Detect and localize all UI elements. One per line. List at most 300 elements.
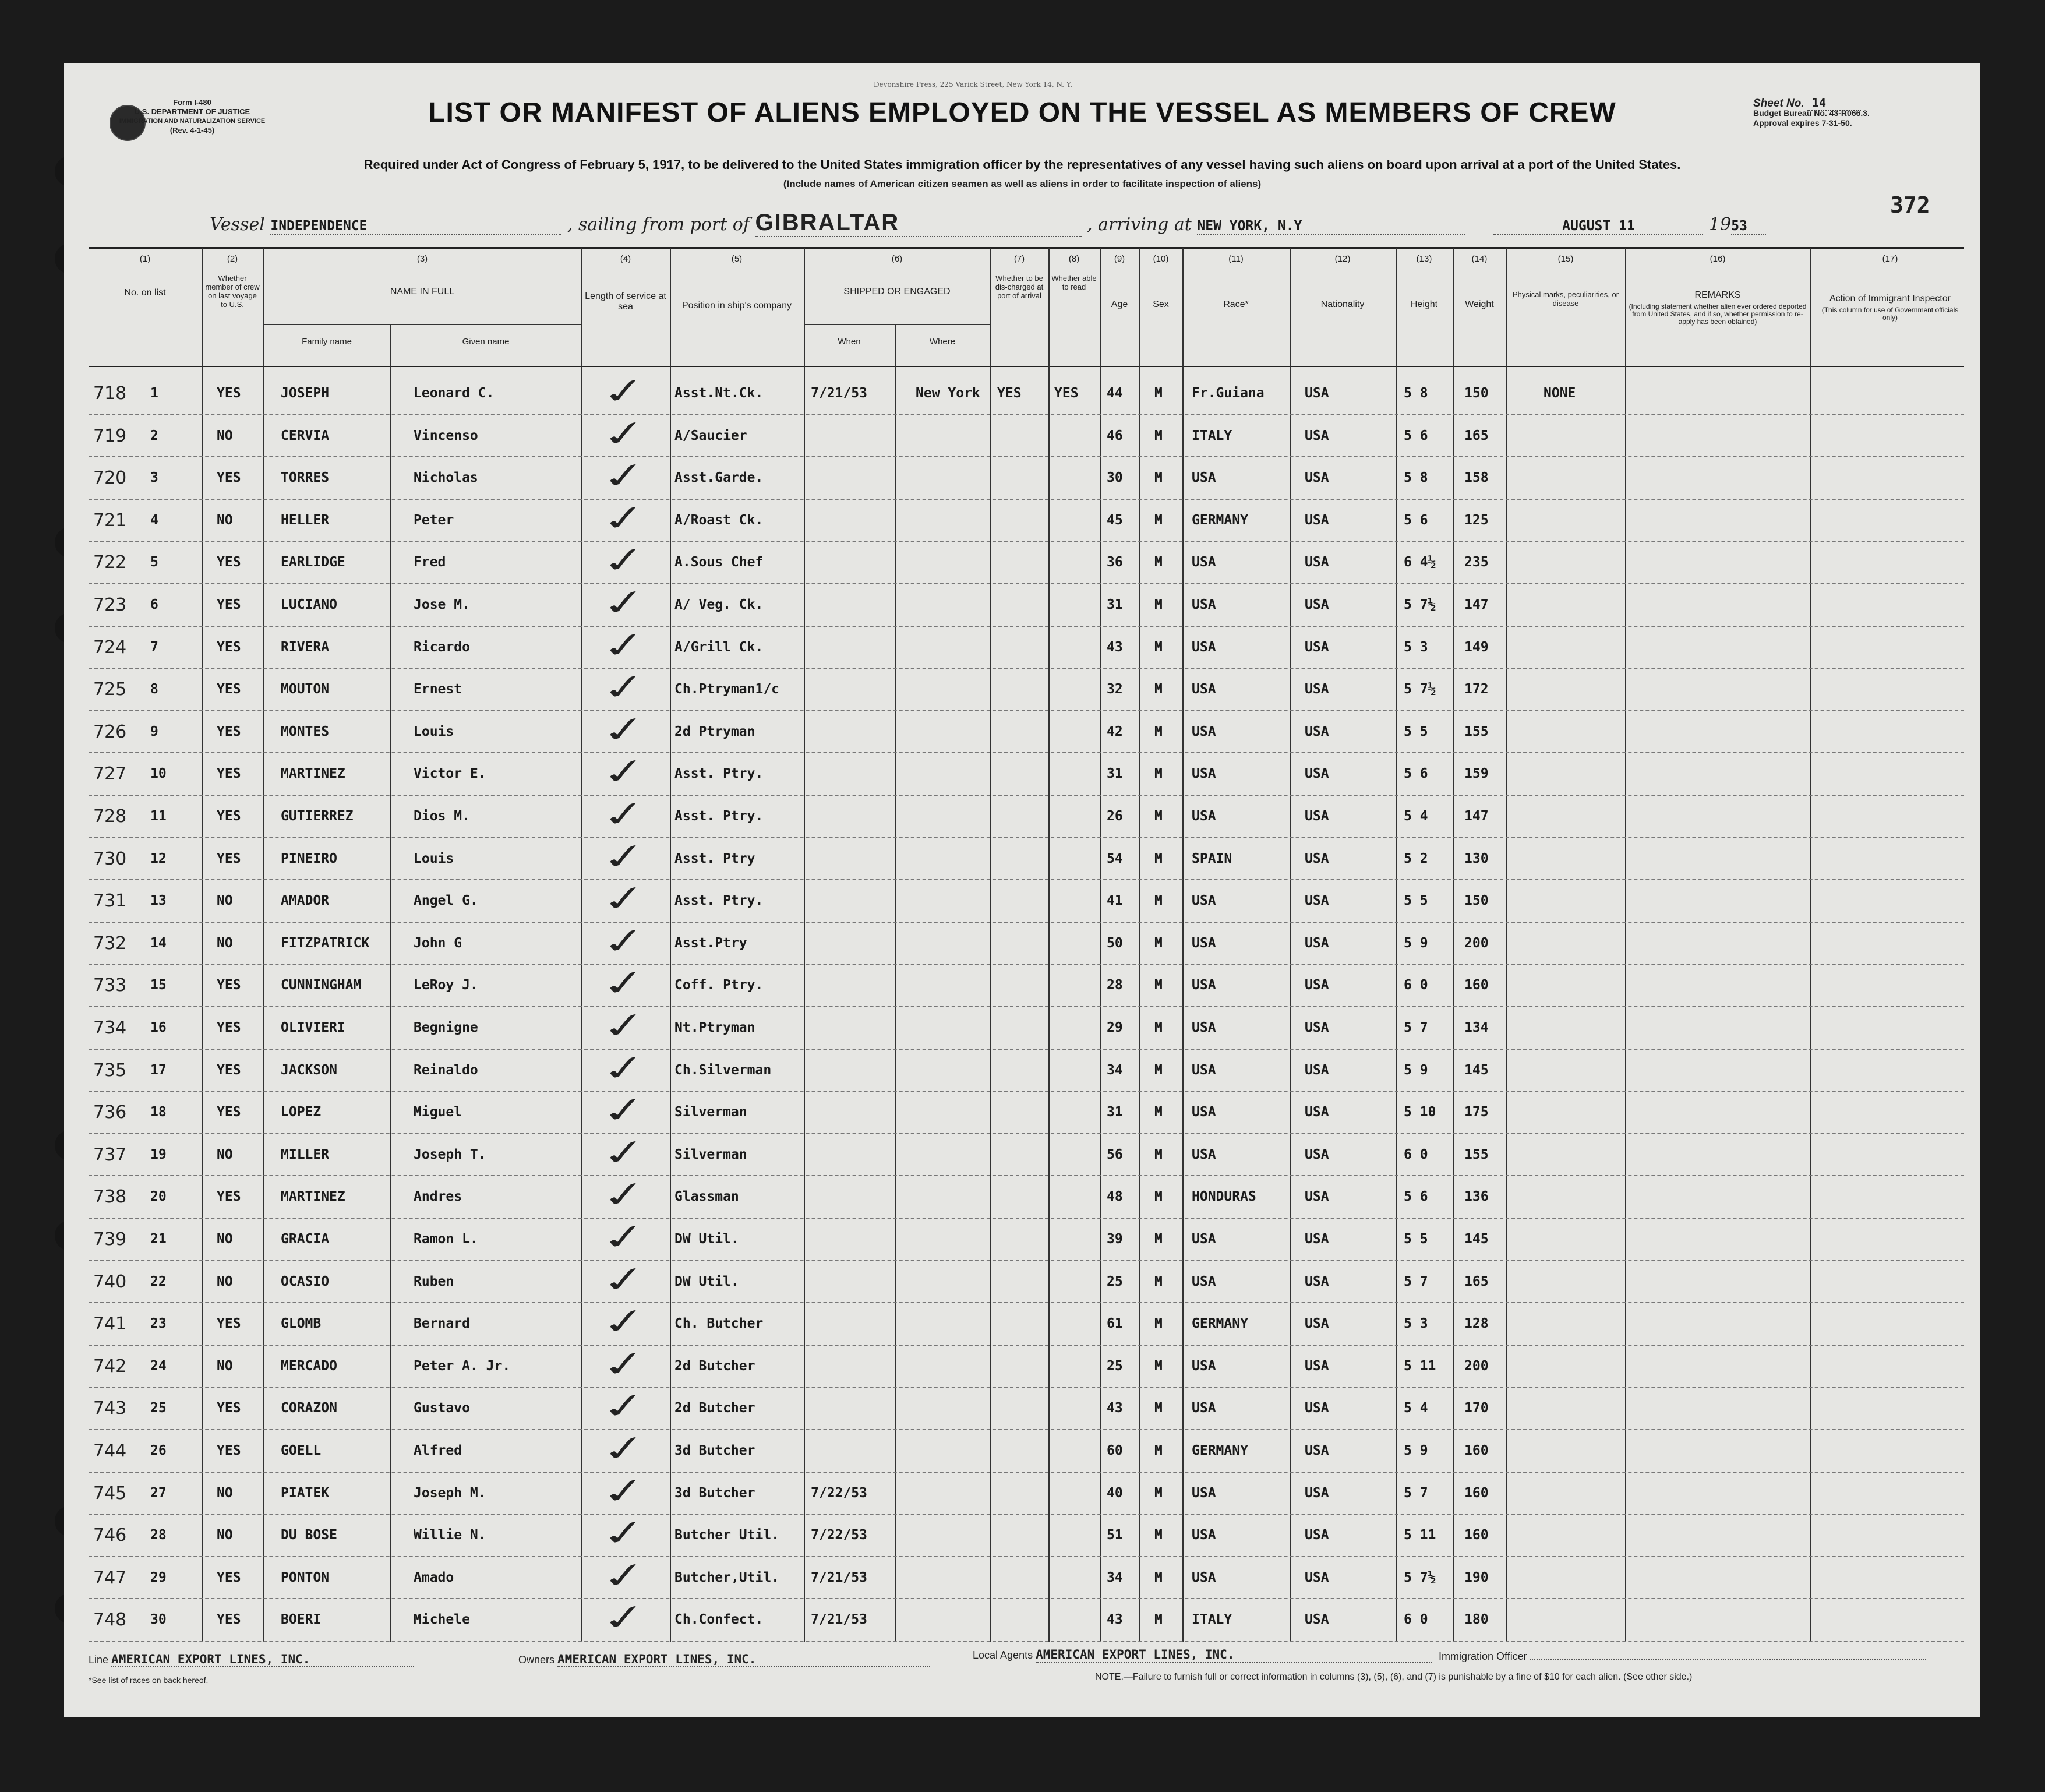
row-height: 5 5: [1404, 724, 1428, 739]
row-nationality: USA: [1305, 512, 1329, 528]
checkmark-icon: ✓: [598, 1384, 651, 1428]
row-race: USA: [1192, 1569, 1216, 1585]
row-nationality: USA: [1305, 1316, 1329, 1332]
row-physical-marks: NONE: [1544, 386, 1576, 401]
row-position: Asst. Ptry.: [674, 766, 764, 782]
row-height: 5 9: [1404, 935, 1428, 951]
row-given-name: Joseph M.: [414, 1485, 486, 1501]
row-age: 40: [1107, 1485, 1123, 1501]
row-race: GERMANY: [1192, 512, 1248, 528]
row-family-name: RIVERA: [281, 639, 330, 655]
row-age: 61: [1107, 1316, 1123, 1332]
row-race: USA: [1192, 1147, 1216, 1162]
checkmark-icon: ✓: [598, 538, 651, 583]
row-position: Butcher,Util.: [674, 1569, 780, 1585]
row-family-name: HELLER: [281, 512, 330, 528]
row-crew-last-voyage: NO: [217, 1485, 233, 1501]
row-crew-last-voyage: YES: [217, 470, 241, 486]
row-list-number: 24: [150, 1358, 167, 1374]
row-sex: M: [1154, 386, 1163, 401]
row-given-name: Louis: [414, 851, 454, 866]
row-sex: M: [1154, 851, 1163, 866]
row-height: 5 7½: [1404, 682, 1436, 697]
row-position: A/Grill Ck.: [674, 639, 764, 655]
row-serial-number: 727: [93, 764, 127, 785]
row-serial-number: 728: [93, 806, 127, 827]
table-row: [89, 837, 1964, 838]
row-crew-last-voyage: YES: [217, 1612, 241, 1628]
row-family-name: MOUTON: [281, 682, 330, 697]
row-crew-last-voyage: YES: [217, 851, 241, 866]
col-c15-number: (15): [1557, 254, 1574, 264]
row-given-name: Peter A. Jr.: [414, 1358, 511, 1374]
name-subheader-rule: [263, 324, 581, 325]
row-nationality: USA: [1305, 766, 1329, 782]
form-number: Form I-480: [173, 98, 211, 107]
row-list-number: 14: [150, 935, 167, 951]
row-crew-last-voyage: NO: [217, 1147, 233, 1162]
checkmark-icon: ✓: [598, 1173, 651, 1217]
checkmark-icon: ✓: [598, 623, 651, 668]
row-family-name: DU BOSE: [281, 1528, 337, 1543]
row-serial-number: 740: [93, 1271, 127, 1292]
row-family-name: CUNNINGHAM: [281, 978, 362, 993]
row-age: 34: [1107, 1062, 1123, 1078]
row-list-number: 3: [150, 470, 158, 486]
row-given-name: Joseph T.: [414, 1147, 486, 1162]
row-race: GERMANY: [1192, 1316, 1248, 1332]
row-crew-last-voyage: NO: [217, 1528, 233, 1543]
row-crew-last-voyage: NO: [217, 893, 233, 909]
row-race: USA: [1192, 724, 1216, 739]
row-serial-number: 730: [93, 848, 127, 869]
row-sex: M: [1154, 1401, 1163, 1416]
row-list-number: 13: [150, 893, 167, 909]
row-family-name: EARLIDGE: [281, 555, 345, 570]
checkmark-icon: ✓: [598, 581, 651, 625]
table-row: [89, 1641, 1964, 1642]
row-family-name: JOSEPH: [281, 386, 330, 401]
row-height: 5 6: [1404, 512, 1428, 528]
checkmark-icon: ✓: [598, 1342, 651, 1387]
table-row: [89, 1387, 1964, 1388]
row-nationality: USA: [1305, 1401, 1329, 1416]
agents-label: Local Agents: [973, 1649, 1033, 1661]
row-serial-number: 744: [93, 1441, 127, 1461]
col-c3-label: NAME IN FULL: [390, 287, 455, 297]
row-list-number: 2: [150, 428, 158, 443]
family-given-rule: [390, 324, 391, 1642]
row-height: 5 2: [1404, 851, 1428, 866]
manifest-sheet: [64, 63, 1980, 1717]
row-given-name: Ernest: [414, 682, 462, 697]
row-race: USA: [1192, 1358, 1216, 1374]
row-height: 5 6: [1404, 766, 1428, 782]
row-serial-number: 743: [93, 1398, 127, 1419]
row-race: USA: [1192, 1274, 1216, 1289]
row-age: 30: [1107, 470, 1123, 486]
row-serial-number: 721: [93, 510, 127, 531]
row-race: ITALY: [1192, 1612, 1232, 1628]
row-weight: 235: [1464, 555, 1489, 570]
row-race: Fr.Guiana: [1192, 386, 1265, 401]
checkmark-icon: ✓: [598, 1469, 651, 1514]
row-nationality: USA: [1305, 1274, 1329, 1289]
row-weight: 172: [1464, 682, 1489, 697]
row-weight: 160: [1464, 1528, 1489, 1543]
row-nationality: USA: [1305, 1443, 1329, 1458]
col-c7-label: Whether to be dis-charged at port of arrival: [995, 274, 1044, 300]
printer-imprint: Devonshire Press, 225 Varick Street, New York 14, N. Y.: [874, 80, 1073, 89]
col-c6-number: (6): [891, 254, 903, 264]
table-row: [89, 964, 1964, 965]
row-serial-number: 724: [93, 637, 127, 658]
col-c13-label: Height: [1410, 299, 1438, 309]
table-row: [89, 1302, 1964, 1303]
col-c14-number: (14): [1471, 254, 1488, 264]
row-height: 5 3: [1404, 639, 1428, 655]
row-age: 31: [1107, 1105, 1123, 1120]
col-c8-number: (8): [1068, 254, 1080, 264]
row-sex: M: [1154, 555, 1163, 570]
col-c1-label: No. on list: [124, 288, 166, 298]
vessel-name: INDEPENDENCE: [270, 218, 561, 235]
table-row: [89, 1514, 1964, 1515]
footer-line: [89, 1652, 414, 1667]
table-row: [89, 795, 1964, 796]
row-race: SPAIN: [1192, 851, 1232, 866]
row-nationality: USA: [1305, 428, 1329, 443]
row-list-number: 6: [150, 597, 158, 612]
row-race: USA: [1192, 935, 1216, 951]
row-given-name: Reinaldo: [414, 1062, 478, 1078]
row-family-name: BOERI: [281, 1612, 322, 1628]
row-position: Asst. Ptry: [674, 851, 755, 866]
checkmark-icon: ✓: [598, 412, 651, 456]
footer-agents: [973, 1648, 1432, 1663]
table-row: [89, 1091, 1964, 1092]
row-serial-number: 733: [93, 975, 127, 996]
row-given-name: John G: [414, 935, 462, 951]
row-position: 3d Butcher: [674, 1443, 755, 1458]
row-height: 5 7: [1404, 1274, 1428, 1289]
row-crew-last-voyage: YES: [217, 555, 241, 570]
row-height: 5 8: [1404, 470, 1428, 486]
row-family-name: GUTIERREZ: [281, 809, 354, 824]
row-nationality: USA: [1305, 978, 1329, 993]
row-weight: 149: [1464, 639, 1489, 655]
row-position: Asst.Nt.Ck.: [674, 386, 764, 401]
row-crew-last-voyage: YES: [217, 1401, 241, 1416]
table-row: [89, 1133, 1964, 1134]
row-age: 25: [1107, 1358, 1123, 1374]
row-position: 2d Butcher: [674, 1358, 755, 1374]
row-race: USA: [1192, 682, 1216, 697]
row-height: 5 9: [1404, 1062, 1428, 1078]
col-c16-sublabel: (Including statement whether alien ever ordered deported from United States, and if so, whether permission to re-apply has been obtained): [1629, 302, 1807, 326]
row-list-number: 5: [150, 555, 158, 570]
footer-officer: [1439, 1650, 1926, 1663]
row-sex: M: [1154, 935, 1163, 951]
row-list-number: 30: [150, 1612, 167, 1628]
row-race: USA: [1192, 1020, 1216, 1035]
form-revision: (Rev. 4-1-45): [169, 126, 215, 135]
row-list-number: 1: [150, 386, 158, 401]
row-race: USA: [1192, 470, 1216, 486]
row-race: USA: [1192, 1105, 1216, 1120]
row-height: 6 4½: [1404, 555, 1436, 570]
row-given-name: Willie N.: [414, 1528, 486, 1543]
col-c9-number: (9): [1114, 254, 1125, 264]
row-position: Coff. Ptry.: [674, 978, 764, 993]
row-weight: 158: [1464, 470, 1489, 486]
row-sex: M: [1154, 1612, 1163, 1628]
row-race: GERMANY: [1192, 1443, 1248, 1458]
row-age: 31: [1107, 766, 1123, 782]
table-row: [89, 499, 1964, 500]
header-bottom-rule: [89, 366, 1964, 367]
checkmark-icon: ✓: [598, 919, 651, 964]
row-serial-number: 748: [93, 1610, 127, 1631]
col-c10-label: Sex: [1153, 299, 1169, 309]
row-given-name: Ricardo: [414, 639, 470, 655]
row-position: Asst.Garde.: [674, 470, 764, 486]
row-age: 26: [1107, 809, 1123, 824]
row-weight: 160: [1464, 1443, 1489, 1458]
col-c10-number: (10): [1153, 254, 1169, 264]
row-sex: M: [1154, 1316, 1163, 1332]
row-nationality: USA: [1305, 1485, 1329, 1501]
row-race: USA: [1192, 1232, 1216, 1247]
row-family-name: FITZPATRICK: [281, 935, 370, 951]
row-family-name: MARTINEZ: [281, 1189, 345, 1205]
row-given-name: Ruben: [414, 1274, 454, 1289]
col-c17-label: Action of Immigrant Inspector: [1829, 294, 1951, 304]
row-age: 54: [1107, 851, 1123, 866]
row-crew-last-voyage: YES: [217, 1020, 241, 1035]
table-row: [89, 922, 1964, 923]
row-serial-number: 732: [93, 933, 127, 954]
sheet-info: [1753, 98, 1963, 128]
col-given-name-label: Given name: [462, 337, 510, 347]
row-family-name: OLIVIERI: [281, 1020, 345, 1035]
row-weight: 159: [1464, 766, 1489, 782]
row-serial-number: 734: [93, 1018, 127, 1038]
row-crew-last-voyage: NO: [217, 512, 233, 528]
checkmark-icon: ✓: [598, 1046, 651, 1091]
table-row: [89, 1472, 1964, 1473]
row-list-number: 27: [150, 1485, 167, 1501]
row-nationality: USA: [1305, 851, 1329, 866]
row-weight: 150: [1464, 386, 1489, 401]
row-age: 31: [1107, 597, 1123, 612]
row-shipped-when: 7/22/53: [811, 1485, 867, 1501]
row-height: 5 8: [1404, 386, 1428, 401]
row-crew-last-voyage: YES: [217, 1443, 241, 1458]
officer-label: Immigration Officer: [1439, 1650, 1527, 1662]
row-crew-last-voyage: YES: [217, 597, 241, 612]
table-top-rule: [89, 247, 1964, 249]
row-family-name: GOELL: [281, 1443, 322, 1458]
row-serial-number: 737: [93, 1144, 127, 1165]
row-sex: M: [1154, 1528, 1163, 1543]
row-crew-last-voyage: YES: [217, 724, 241, 739]
checkmark-icon: ✓: [598, 877, 651, 921]
row-age: 51: [1107, 1528, 1123, 1543]
table-row: [89, 1260, 1964, 1261]
owners-label: Owners: [518, 1654, 555, 1666]
row-given-name: Amado: [414, 1569, 454, 1585]
vessel-label: Vessel: [210, 214, 265, 235]
checkmark-icon: ✓: [598, 835, 651, 879]
row-sex: M: [1154, 766, 1163, 782]
row-nationality: USA: [1305, 809, 1329, 824]
row-weight: 145: [1464, 1062, 1489, 1078]
row-given-name: Andres: [414, 1189, 462, 1205]
row-sex: M: [1154, 1274, 1163, 1289]
row-serial-number: 735: [93, 1060, 127, 1081]
col-family-name-label: Family name: [302, 337, 352, 347]
row-family-name: MARTINEZ: [281, 766, 345, 782]
row-list-number: 9: [150, 724, 158, 739]
row-nationality: USA: [1305, 1569, 1329, 1585]
row-nationality: USA: [1305, 1358, 1329, 1374]
row-crew-last-voyage: NO: [217, 428, 233, 443]
row-nationality: USA: [1305, 935, 1329, 951]
row-position: Ch.Silverman: [674, 1062, 772, 1078]
col-c2-label: Whether member of crew on last voyage to U.S.: [205, 274, 260, 309]
row-nationality: USA: [1305, 1020, 1329, 1035]
row-nationality: USA: [1305, 470, 1329, 486]
row-position: 3d Butcher: [674, 1485, 755, 1501]
row-height: 6 0: [1404, 1612, 1428, 1628]
row-weight: 128: [1464, 1316, 1489, 1332]
row-list-number: 16: [150, 1020, 167, 1035]
row-family-name: PONTON: [281, 1569, 330, 1585]
row-shipped-when: 7/21/53: [811, 1612, 867, 1628]
approval-expiry: Approval expires 7-31-50.: [1753, 118, 1852, 128]
row-sex: M: [1154, 1062, 1163, 1078]
row-sex: M: [1154, 724, 1163, 739]
row-sex: M: [1154, 682, 1163, 697]
row-given-name: Leonard C.: [414, 386, 495, 401]
row-sex: M: [1154, 639, 1163, 655]
row-position: Butcher Util.: [674, 1528, 780, 1543]
row-family-name: GRACIA: [281, 1232, 330, 1247]
row-age: 44: [1107, 386, 1123, 401]
row-race: USA: [1192, 1485, 1216, 1501]
row-position: A/ Veg. Ck.: [674, 597, 764, 612]
row-weight: 145: [1464, 1232, 1489, 1247]
row-list-number: 8: [150, 682, 158, 697]
row-weight: 200: [1464, 935, 1489, 951]
row-crew-last-voyage: YES: [217, 1105, 241, 1120]
row-nationality: USA: [1305, 724, 1329, 739]
table-row: [89, 1175, 1964, 1176]
col-c5-number: (5): [731, 254, 743, 264]
row-height: 5 7½: [1404, 597, 1436, 612]
row-race: USA: [1192, 766, 1216, 782]
when-where-rule: [895, 324, 896, 1642]
row-height: 5 7½: [1404, 1569, 1436, 1585]
row-crew-last-voyage: NO: [217, 1358, 233, 1374]
row-discharged: YES: [997, 386, 1022, 401]
checkmark-icon: ✓: [598, 961, 651, 1006]
row-family-name: CERVIA: [281, 428, 330, 443]
row-list-number: 21: [150, 1232, 167, 1247]
row-crew-last-voyage: YES: [217, 1569, 241, 1585]
table-row: [89, 668, 1964, 669]
row-sex: M: [1154, 470, 1163, 486]
row-height: 5 11: [1404, 1528, 1436, 1543]
row-age: 48: [1107, 1189, 1123, 1205]
line-label: Line: [89, 1654, 109, 1666]
row-family-name: LUCIANO: [281, 597, 337, 612]
row-serial-number: 736: [93, 1102, 127, 1123]
checkmark-icon: ✓: [598, 1554, 651, 1598]
row-position: Ch.Ptryman1/c: [674, 682, 780, 697]
col-c17-number: (17): [1882, 254, 1898, 264]
row-age: 42: [1107, 724, 1123, 739]
row-serial-number: 746: [93, 1525, 127, 1546]
row-list-number: 23: [150, 1316, 167, 1332]
row-list-number: 7: [150, 639, 158, 655]
row-family-name: GLOMB: [281, 1316, 322, 1332]
row-sex: M: [1154, 1105, 1163, 1120]
row-list-number: 29: [150, 1569, 167, 1585]
table-row: [89, 752, 1964, 753]
row-shipped-when: 7/21/53: [811, 1569, 867, 1585]
row-nationality: USA: [1305, 555, 1329, 570]
row-list-number: 19: [150, 1147, 167, 1162]
row-age: 28: [1107, 978, 1123, 993]
arriving-label: , arriving at: [1087, 214, 1192, 235]
row-age: 56: [1107, 1147, 1123, 1162]
row-nationality: USA: [1305, 1062, 1329, 1078]
row-race: USA: [1192, 1062, 1216, 1078]
checkmark-icon: ✓: [598, 750, 651, 794]
row-given-name: Michele: [414, 1612, 470, 1628]
col-c11-label: Race*: [1223, 299, 1249, 309]
checkmark-icon: ✓: [598, 1258, 651, 1302]
page-title: LIST OR MANIFEST OF ALIENS EMPLOYED ON THE VESSEL AS MEMBERS OF CREW: [428, 97, 1616, 128]
row-position: DW Util.: [674, 1232, 739, 1247]
row-serial-number: 725: [93, 679, 127, 700]
footer-owners: [518, 1652, 930, 1667]
row-nationality: USA: [1305, 682, 1329, 697]
checkmark-icon: ✓: [598, 1088, 651, 1133]
checkmark-icon: ✓: [598, 1427, 651, 1471]
row-given-name: Gustavo: [414, 1401, 470, 1416]
row-height: 5 3: [1404, 1316, 1428, 1332]
row-list-number: 12: [150, 851, 167, 866]
row-sex: M: [1154, 1232, 1163, 1247]
checkmark-icon: ✓: [598, 454, 651, 498]
row-age: 43: [1107, 639, 1123, 655]
row-crew-last-voyage: YES: [217, 386, 241, 401]
row-list-number: 10: [150, 766, 167, 782]
row-position: Silverman: [674, 1147, 747, 1162]
row-serial-number: 741: [93, 1314, 127, 1335]
row-sex: M: [1154, 1485, 1163, 1501]
row-height: 5 11: [1404, 1358, 1436, 1374]
row-given-name: Louis: [414, 724, 454, 739]
row-serial-number: 719: [93, 425, 127, 446]
row-position: Ch. Butcher: [674, 1316, 764, 1332]
row-crew-last-voyage: YES: [217, 1062, 241, 1078]
row-serial-number: 742: [93, 1356, 127, 1377]
row-given-name: Begnigne: [414, 1020, 478, 1035]
